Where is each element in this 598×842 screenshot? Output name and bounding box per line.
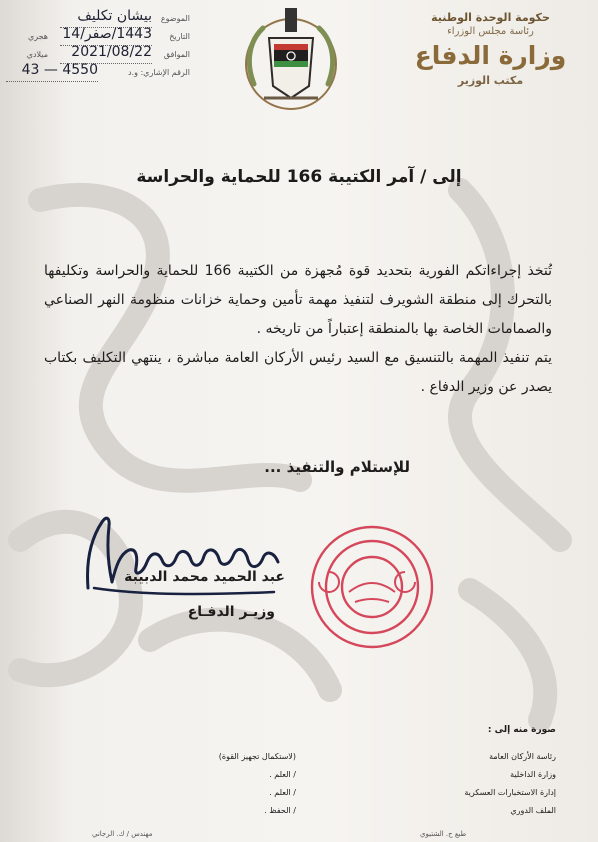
copy-note-3: / العلم . [269, 788, 296, 797]
copy-recipient-4: الملف الدوري [510, 806, 556, 815]
gregorian-date-unit: ميلادي [26, 50, 48, 59]
reference-row [0, 64, 190, 82]
footer-left: مهندس / ك. الرجاني [92, 830, 153, 838]
copy-note-4: / الحفظ . [264, 806, 296, 815]
signer-name: عبد الحميد محمد الدبيبة [124, 569, 285, 585]
ministry-letterhead [413, 10, 568, 88]
reference-value: 4550 — 43 [21, 62, 98, 78]
document-metadata [0, 10, 190, 82]
gregorian-date-value: 2021/08/22 [71, 44, 152, 60]
reference-line [6, 81, 98, 82]
background-watermark [0, 170, 598, 730]
ministry-name: وزارة الدفاع [414, 41, 567, 70]
copy-recipient-3: إدارة الاستخبارات العسكرية [464, 788, 556, 797]
footer-right: طبع ح. الشتيوي [420, 830, 467, 838]
office-name: مكتب الوزير [457, 74, 524, 87]
copy-recipient-1: رئاسة الأركان العامة [489, 752, 556, 761]
closing-phrase: للإستلام والتنفيذ ... [264, 458, 410, 476]
official-stamp-icon [307, 522, 437, 652]
letter-body [44, 257, 552, 402]
subject-value: بيشان تكليف [77, 8, 152, 24]
copy-note-2: / العلم . [269, 770, 296, 779]
gregorian-date-label: الموافق [163, 50, 190, 59]
reference-label: الرقم الإشاري: و.د [127, 68, 190, 77]
copies-section [0, 724, 598, 824]
body-paragraph-2: يتم تنفيذ المهمة بالتنسيق مع السيد رئيس الأركان العامة مباشرة ، ينتهي التكليف بكتاب يصدر عن وزير الدفاع . [44, 350, 552, 395]
council-name: رئاسة مجلس الوزراء [447, 26, 534, 37]
footer [0, 826, 598, 842]
government-name: حكومة الوحدة الوطنية [431, 11, 550, 24]
hijri-date-value: 1443/صفر/14 [62, 26, 152, 42]
hijri-date-label: التاريخ [169, 32, 190, 41]
signer-title: وزيـر الدفـاع [187, 604, 275, 620]
letter-addressee: إلى / آمر الكتيبة 166 للحماية والحراسة [136, 167, 462, 187]
copy-recipient-2: وزارة الداخلية [510, 770, 556, 779]
hijri-date-unit: هجري [27, 32, 48, 41]
defense-emblem-icon [236, 8, 346, 118]
subject-label: الموضوع [160, 14, 190, 23]
body-paragraph-1: تُتخذ إجراءاتكم الفورية بتحديد قوة مُجهزة من الكتيبة 166 للحماية والحراسة وتكليفها بالتحرك إلى منطقة الشويرف لتنفيذ مهمة تأمين وحماية خزانات منظومة النهر الصناعي والصمامات الخاصة بها بالمنطقة إعتباراً من تاريخه . [44, 263, 552, 337]
copy-note-1: (لاستكمال تجهيز القوة) [218, 752, 296, 761]
copies-title: صورة منه إلى : [487, 725, 556, 735]
